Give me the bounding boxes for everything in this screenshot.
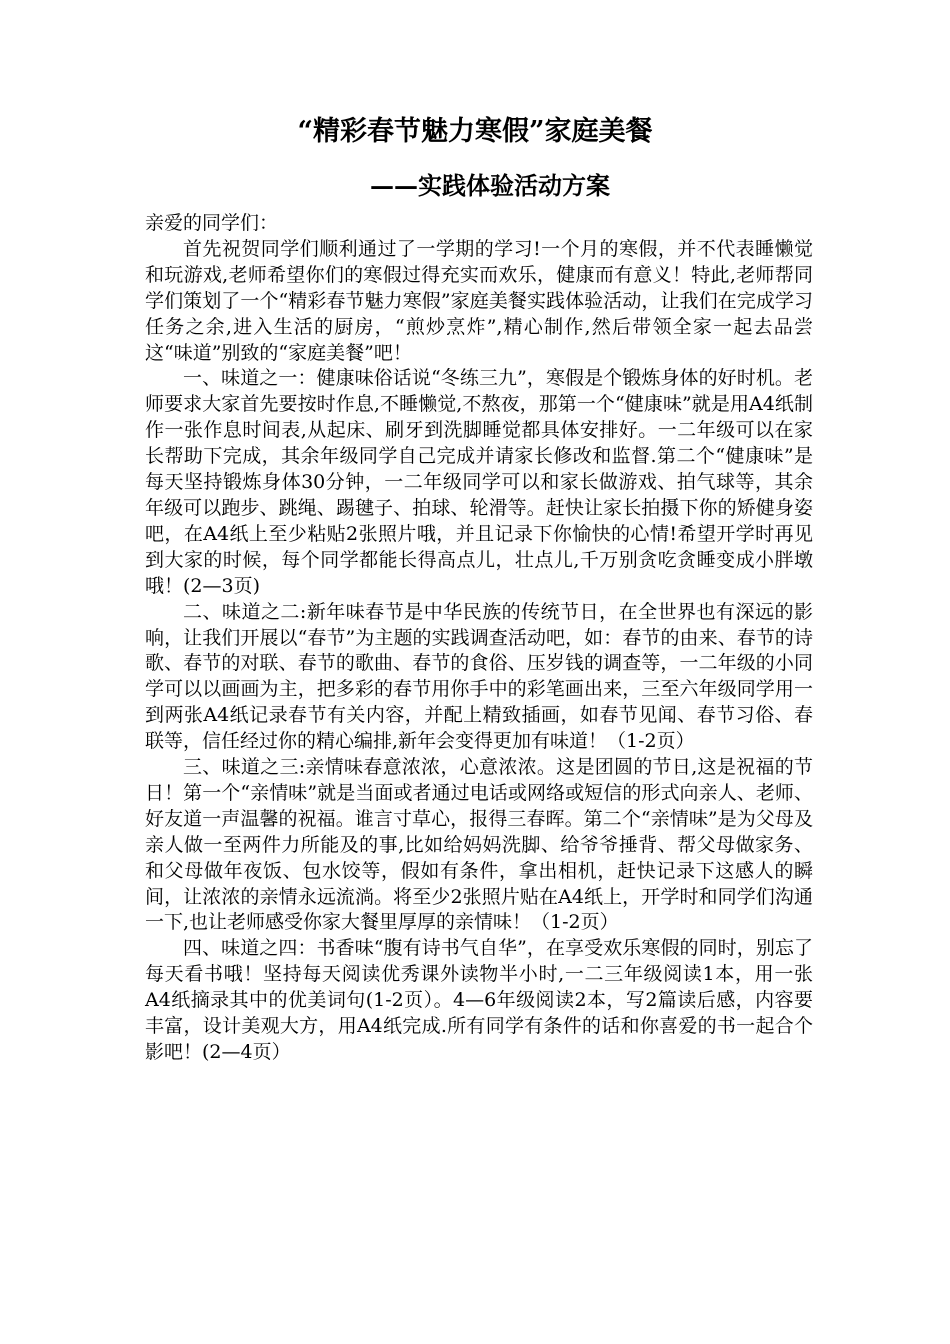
document-body — [145, 211, 813, 1066]
document-subtitle: ——实践体验活动方案 — [370, 171, 610, 200]
paragraph-intro: 首先祝贺同学们顺利通过了一学期的学习!一个月的寒假，并不代表睡懒觉和玩游戏,老师希望你们的寒假过得充实而欢乐，健康而有意义！特此,老师帮同学们策划了一个“精彩春节魅力寒假”家庭美餐实践体验活动，让我们在完成学习任务之余,进入生活的厨房，“煎炒烹炸”,精心制作,然后带领全家一起去品尝这“味道”别致的“家庭美餐”吧！ — [145, 237, 813, 364]
paragraph-health: 一、味道之一：健康味俗话说“冬练三九”，寒假是个锻炼身体的好时机。老师要求大家首先要按时作息,不睡懒觉,不熬夜，那第一个“健康味”就是用A4纸制作一张作息时间表,从起床、刷牙到洗脚睡觉都具体安排好。一二年级可以在家长帮助下完成，其余年级同学自己完成并请家长修改和监督.第二个“健康味”是每天坚持锻炼身体30分钟，一二年级同学可以和家长做游戏、拍气球等，其余年级可以跑步、跳绳、踢毽子、拍球、轮滑等。赶快让家长拍摄下你的矫健身姿吧，在A4纸上至少粘贴2张照片哦，并且记录下你愉快的心情!希望开学时再见到大家的时候，每个同学都能长得高点儿，壮点儿,千万别贪吃贪睡变成小胖墩哦！(2—3页) — [145, 367, 813, 597]
greeting: 亲爱的同学们： — [145, 212, 279, 234]
paragraph-family: 三、味道之三:亲情味春意浓浓，心意浓浓。这是团圆的节日,这是祝福的节日！第一个“亲情味”就是当面或者通过电话或网络或短信的形式向亲人、老师、好友道一声温馨的祝福。谁言寸草心，报得三春晖。第二个“亲情味”是为父母及亲人做一至两件力所能及的事,比如给妈妈洗脚、给爷爷捶背、帮父母做家务、和父母做年夜饭、包水饺等，假如有条件，拿出相机，赶快记录下这感人的瞬间，让浓浓的亲情永远流淌。将至少2张照片贴在A4纸上，开学时和同学们沟通一下,也让老师感受你家大餐里厚厚的亲情味！（1-2页） — [145, 756, 813, 934]
paragraph-reading: 四、味道之四：书香味“腹有诗书气自华”，在享受欢乐寒假的同时，别忘了每天看书哦！坚持每天阅读优秀课外读物半小时,一二三年级阅读1本，用一张A4纸摘录其中的优美词句(1-2页）。4—6年级阅读2本，写2篇读后感，内容要丰富，设计美观大方，用A4纸完成.所有同学有条件的话和你喜爱的书一起合个影吧！(2—4页） — [145, 937, 813, 1063]
document-title: “精彩春节魅力寒假”家庭美餐 — [297, 116, 653, 147]
paragraph-new-year: 二、味道之二:新年味春节是中华民族的传统节日，在全世界也有深远的影响，让我们开展以“春节”为主题的实践调查活动吧，如：春节的由来、春节的诗歌、春节的对联、春节的歌曲、春节的食俗、压岁钱的调查等，一二年级的小同学可以以画画为主，把多彩的春节用你手中的彩笔画出来，三至六年级同学用一到两张A4纸记录春节有关内容，并配上精致插画，如春节见闻、春节习俗、春联等，信任经过你的精心编排,新年会变得更加有味道！（1-2页） — [145, 600, 813, 753]
